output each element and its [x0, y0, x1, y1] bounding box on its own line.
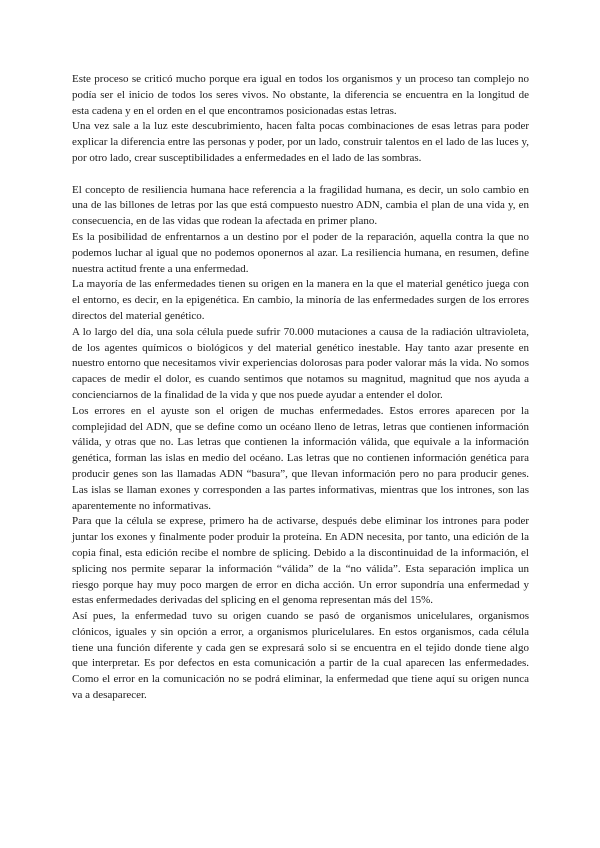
paragraph-3: El concepto de resiliencia humana hace referencia a la fragilidad humana, es decir, un solo cambio en una de las billones de letras por las que está compuesto nuestro ADN, cambia el plan de una vida y, en consecuencia, en de las vidas que rodean la afectada en primer plano.	[72, 183, 529, 228]
paragraph-2: Una vez sale a la luz este descubrimiento, hacen falta pocas combinaciones de esas letras para poder explicar la diferencia entre las personas y poder, por un lado, construir talentos en el lado de las luces y, por otro lado, crear susceptibilidades a enfermedades en el lado de las sombras.	[72, 120, 529, 164]
paragraph-7: Los errores en el ayuste son el origen de muchas enfermedades. Estos errores aparecen por la complejidad del ADN, que se define como un océano lleno de letras, letras que contienen información válida, y otras que no. Las letras que contienen la información válida, que equivale a la información genética, forman las islas en medio del océano. Las letras que no contienen información genética para producir genes son las llamadas ADN “basura”, que llevan información pero no para producir genes. Las islas se llaman exones y corresponden a las partes informativas, mientras que los intrones, son las aparentemente no informativas.	[72, 404, 529, 512]
document-body	[72, 72, 529, 704]
paragraph-6: A lo largo del día, una sola célula puede sufrir 70.000 mutaciones a causa de la radiación ultravioleta, de los agentes químicos o biológicos y del material genético inestable. Hay tanto azar presente en nuestro entorno que necesitamos vivir experiencias dolorosas para poder valorar más la vida. No somos capaces de medir el dolor, es cuando sentimos que notamos su magnitud, magnitud que nos ayuda a concienciarnos de la finalidad de la vida y que nos puede ayudar a entender el dolor.	[72, 325, 529, 401]
paragraph-4: Es la posibilidad de enfrentarnos a un destino por el poder de la reparación, aquella contra la que no podemos luchar al igual que no podemos oponernos al azar. La resiliencia humana, en resumen, define nuestra actitud frente a una enfermedad.	[72, 230, 529, 275]
paragraph-9: Así pues, la enfermedad tuvo su origen cuando se pasó de organismos unicelulares, organismos clónicos, iguales y sin opción a error, a organismos pluricelulares. En estos organismos, cada célula tiene una función diferente y cada gen se expresará solo si se encuentra en el tejido donde tiene algo que interpretar. Es por defectos en esta comunicación a partir de la cual aparecen las enfermedades. Como el error en la comunicación no se podrá eliminar, la enfermedad que tiene aquí su origen nunca va a desaparecer.	[72, 610, 529, 702]
paragraph-1: Este proceso se criticó mucho porque era igual en todos los organismos y un proceso tan complejo no podía ser el inicio de todos los seres vivos. No obstante, la diferencia se encuentra en la longitud de esta cadena y en el orden en el que encontramos posicionadas estas letras.	[72, 73, 529, 117]
paragraph-spacer	[72, 167, 529, 183]
paragraph-5: La mayoría de las enfermedades tienen su origen en la manera en la que el material genético juega con el entorno, es decir, en la epigenética. En cambio, la minoría de las enfermedades surgen de los errores directos del material genético.	[72, 278, 529, 322]
paragraph-8: Para que la célula se exprese, primero ha de activarse, después debe eliminar los intrones para poder juntar los exones y finalmente poder produir la proteína. En ADN necesita, por tanto, una edición de la copia final, esta edición recibe el nombre de splicing. Debido a la discontinuidad de la información, el splicing nos permite separar la información “válida” de la “no válida”. Esta separación implica un riesgo porque hay muy poco margen de error en dicha acción. Un error supondría una enfermedad y estas enfermedades derivadas del splicing en el genoma representan más del 15%.	[72, 515, 529, 607]
